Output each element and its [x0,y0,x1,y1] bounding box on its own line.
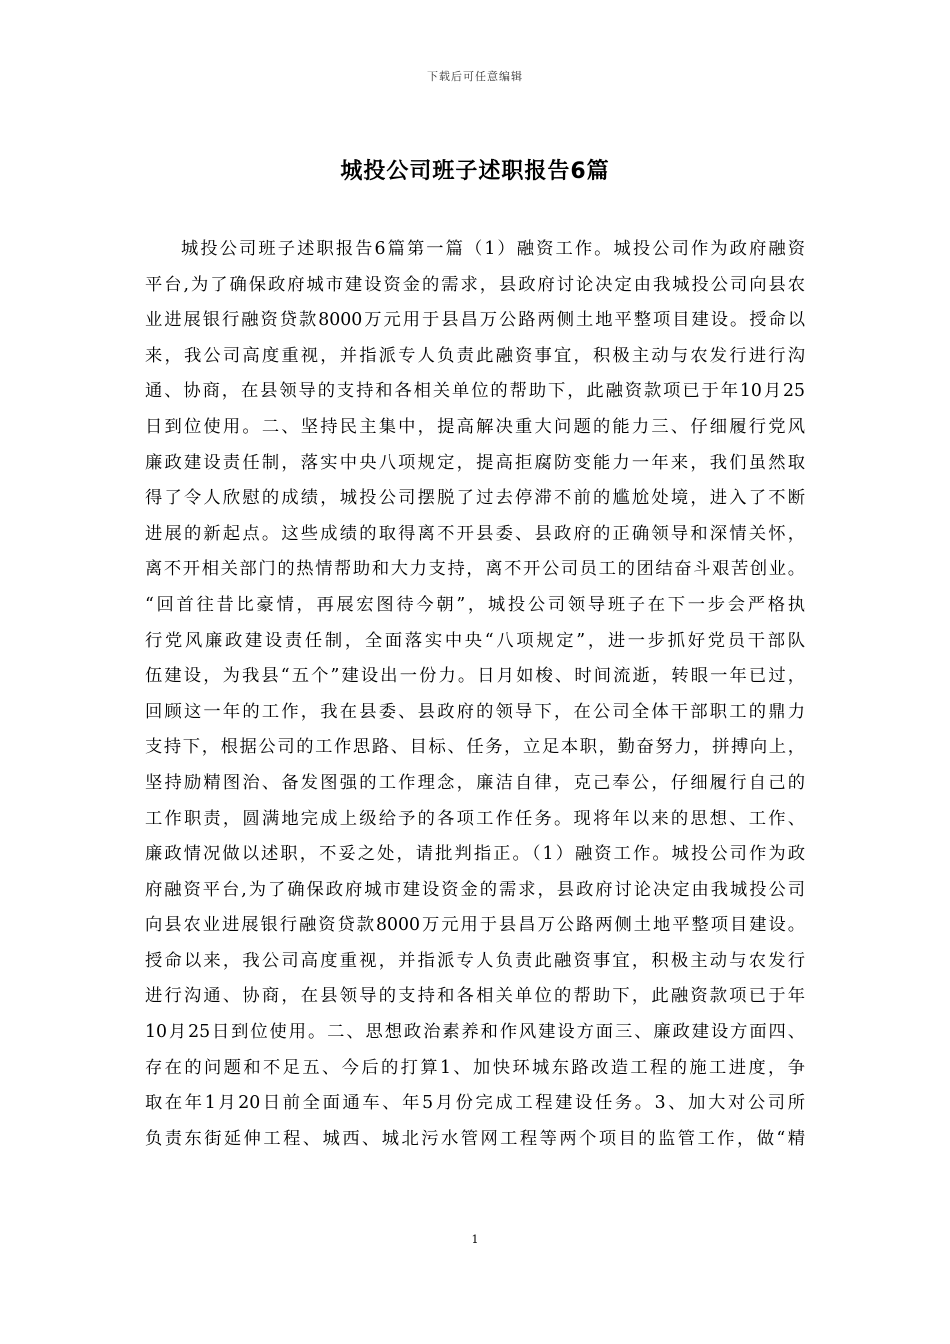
body-paragraph [145,232,805,1157]
body-line: 工作职责，圆满地完成上级给予的各项工作任务。现将年以来的思想、工作、 [145,808,805,829]
body-line: 离不开相关部门的热情帮助和大力支持，离不开公司员工的团结奋斗艰苦创业。 [145,559,805,580]
body-line: 廉政建设责任制，落实中央八项规定，提高拒腐防变能力一年来，我们虽然取 [145,452,805,473]
body-line: 10月25日到位使用。二、思想政治素养和作风建设方面三、廉政建设方面四、 [145,1022,805,1043]
body-line: 行党风廉政建设责任制，全面落实中央“八项规定”，进一步抓好党员干部队 [145,630,805,651]
body-line: 日到位使用。二、坚持民主集中，提高解决重大问题的能力三、仔细履行党风 [145,416,805,437]
header-note: 下载后可任意编辑 [427,70,523,83]
body-line: 平台,为了确保政府城市建设资金的需求，县政府讨论决定由我城投公司向县农 [145,274,805,295]
body-line: 进展的新起点。这些成绩的取得离不开县委、县政府的正确领导和深情关怀， [145,523,805,544]
body-line: 负责东街延伸工程、城西、城北污水管网工程等两个项目的监管工作，做“精 [145,1128,805,1149]
body-line: 取在年1月20日前全面通车、年5月份完成工程建设任务。3、加大对公司所 [145,1093,805,1114]
body-line: 进行沟通、协商，在县领导的支持和各相关单位的帮助下，此融资款项已于年 [145,986,805,1007]
body-line: 业进展银行融资贷款8000万元用于县昌万公路两侧土地平整项目建设。授命以 [145,310,805,331]
body-line: 向县农业进展银行融资贷款8000万元用于县昌万公路两侧土地平整项目建设。 [145,915,805,936]
body-line: 支持下，根据公司的工作思路、目标、任务，立足本职，勤奋努力，拼搏向上， [145,737,805,758]
body-line: 回顾这一年的工作，我在县委、县政府的领导下，在公司全体干部职工的鼎力 [145,701,805,722]
body-line: 来，我公司高度重视，并指派专人负责此融资事宜，积极主动与农发行进行沟 [145,345,805,366]
body-line: 授命以来，我公司高度重视，并指派专人负责此融资事宜，积极主动与农发行 [145,950,805,971]
document-title: 城投公司班子述职报告6篇 [340,159,610,184]
page-number: 1 [471,1233,479,1246]
body-line: 坚持励精图治、备发图强的工作理念，廉洁自律，克己奉公，仔细履行自己的 [145,772,805,793]
body-line: 存在的问题和不足五、今后的打算1、加快环城东路改造工程的施工进度，争 [145,1057,805,1078]
body-line: 府融资平台,为了确保政府城市建设资金的需求，县政府讨论决定由我城投公司 [145,879,805,900]
body-line: 城投公司班子述职报告6篇第一篇（1）融资工作。城投公司作为政府融资 [181,239,805,259]
body-line: 得了令人欣慰的成绩，城投公司摆脱了过去停滞不前的尴尬处境，进入了不断 [145,488,805,509]
body-line: 廉政情况做以述职，不妥之处，请批判指正。（1）融资工作。城投公司作为政 [145,844,805,865]
body-line: 伍建设，为我县“五个”建设出一份力。日月如梭、时间流逝，转眼一年已过， [145,666,805,687]
body-line: “回首往昔比豪情，再展宏图待今朝”，城投公司领导班子在下一步会严格执 [145,594,805,615]
body-line: 通、协商，在县领导的支持和各相关单位的帮助下，此融资款项已于年10月25 [145,381,805,402]
